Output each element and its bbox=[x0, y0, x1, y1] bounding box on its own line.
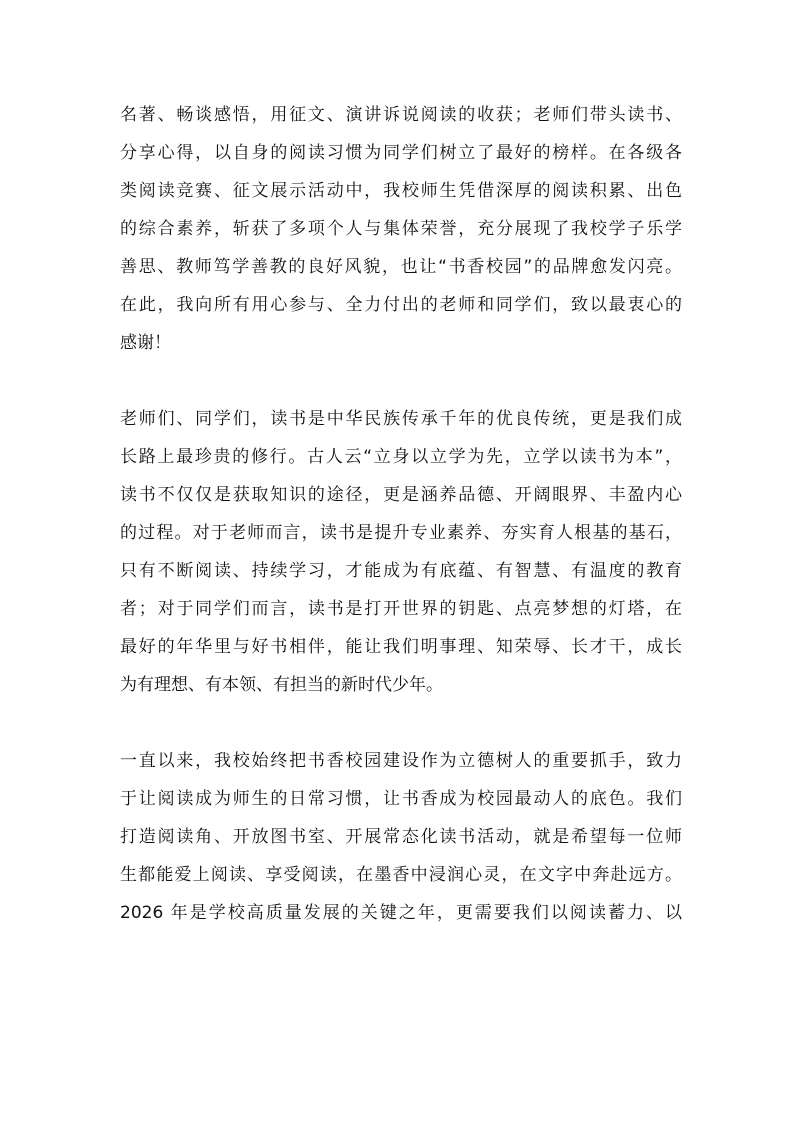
paragraph-2 bbox=[120, 400, 682, 704]
text-line: 只有不断阅读、持续学习，才能成为有底蕴、有智慧、有温度的教育 bbox=[120, 561, 682, 581]
text-line: 最好的年华里与好书相伴，能让我们明事理、知荣辱、长才干，成长 bbox=[120, 637, 682, 657]
text-line: 老师们、同学们，读书是中华民族传承千年的优良传统，更是我们成 bbox=[120, 409, 682, 429]
text-line: 分享心得，以自身的阅读习惯为同学们树立了最好的榜样。在各级各 bbox=[120, 143, 682, 163]
text-line: 感谢！ bbox=[120, 333, 171, 353]
text-line: 的过程。对于老师而言，读书是提升专业素养、夯实育人根基的基石， bbox=[120, 523, 682, 543]
paragraph-1 bbox=[120, 96, 682, 362]
text-line: 善思、教师笃学善教的良好风貌，也让“书香校园”的品牌愈发闪亮。 bbox=[120, 257, 682, 277]
text-line: 类阅读竞赛、征文展示活动中，我校师生凭借深厚的阅读积累、出色 bbox=[120, 181, 682, 201]
text-line: 一直以来，我校始终把书香校园建设作为立德树人的重要抓手，致力 bbox=[120, 751, 682, 771]
text-line: 2026 年是学校高质量发展的关键之年，更需要我们以阅读蓄力、以 bbox=[120, 903, 682, 923]
text-line: 的综合素养，斩获了多项个人与集体荣誉，充分展现了我校学子乐学 bbox=[120, 219, 682, 239]
paragraph-3 bbox=[120, 742, 682, 932]
text-line: 为有理想、有本领、有担当的新时代少年。 bbox=[120, 675, 443, 695]
text-line: 者；对于同学们而言，读书是打开世界的钥匙、点亮梦想的灯塔，在 bbox=[120, 599, 682, 619]
paragraph-spacer bbox=[120, 704, 682, 742]
paragraph-spacer bbox=[120, 362, 682, 400]
text-line: 读书不仅仅是获取知识的途径，更是涵养品德、开阔眼界、丰盈内心 bbox=[120, 485, 682, 505]
text-line: 名著、畅谈感悟，用征文、演讲诉说阅读的收获；老师们带头读书、 bbox=[120, 105, 682, 125]
text-line: 生都能爱上阅读、享受阅读，在墨香中浸润心灵，在文字中奔赴远方。 bbox=[120, 865, 682, 885]
document-body bbox=[120, 96, 682, 932]
text-line: 打造阅读角、开放图书室、开展常态化读书活动，就是希望每一位师 bbox=[120, 827, 682, 847]
text-line: 在此，我向所有用心参与、全力付出的老师和同学们，致以最衷心的 bbox=[120, 295, 682, 315]
text-line: 长路上最珍贵的修行。古人云“立身以立学为先，立学以读书为本”， bbox=[120, 447, 682, 467]
text-line: 于让阅读成为师生的日常习惯，让书香成为校园最动人的底色。我们 bbox=[120, 789, 682, 809]
